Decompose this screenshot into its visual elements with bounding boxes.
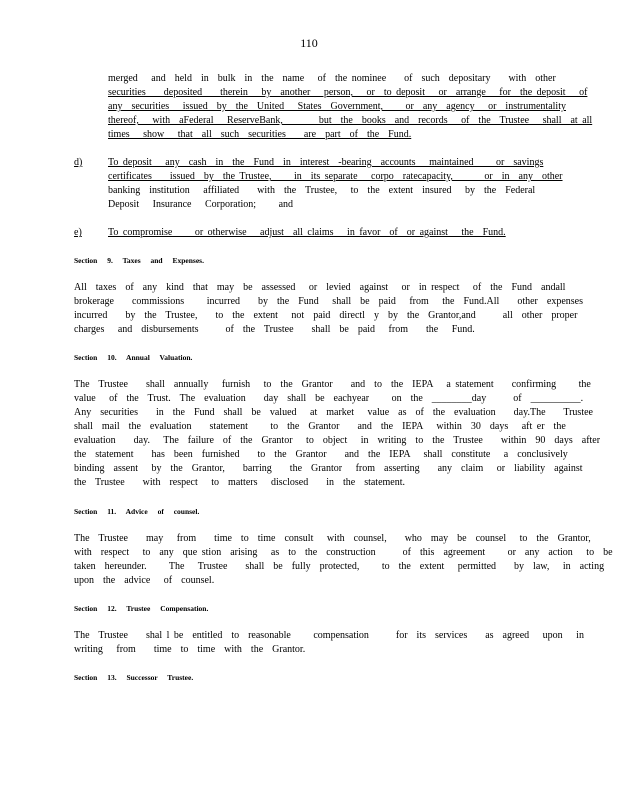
section-11-line: The Trustee may from time to time consult with counsel, who may be counsel to the Grantor,	[74, 533, 591, 544]
section-10-line: binding assent by the Grantor, barring the Grantor from asserting any claim or liability against	[74, 463, 583, 474]
top-block-line: times show that all such securities are part of the Fund.	[108, 129, 412, 140]
item-d-line: Deposit Insurance Corporation; and	[108, 199, 294, 210]
section-10-line: The Trustee shall annually furnish to the Grantor and to the IEPA a statement confirming the	[74, 379, 591, 390]
section-12-heading: Section 12. Trustee Compensation.	[74, 604, 209, 613]
section-12-line: The Trustee shal l be entitled to reasonable compensation for its services as agreed upon in	[74, 630, 584, 641]
section-10-line: evaluation day. The failure of the Grantor to object in writing to the Trustee within 90 days after	[74, 435, 601, 446]
section-9-line: incurred by the Trustee, to the extent not paid directl y by the Grantor,and all other proper	[74, 310, 578, 321]
section-11-line: with respect to any que stion arising as to the construction of this agreement or any action to be	[74, 547, 613, 558]
section-9-line: charges and disbursements of the Trustee shall be paid from the Fund.	[74, 324, 475, 335]
section-9-line: brokerage commissions incurred by the Fund shall be paid from the Fund.All other expenses	[74, 296, 583, 307]
item-e-line: To compromise or otherwise adjust all claims in favor of or against the Fund.	[108, 227, 506, 238]
section-10-line: value of the Trust. The evaluation day shall be eachyear on the ________day of __________.	[74, 393, 584, 404]
section-10-line: shall mail the evaluation statement to the Grantor and the IEPA within 30 days aft er the	[74, 421, 566, 432]
section-12-line: writing from time to time with the Grantor.	[74, 644, 306, 655]
item-d-marker: d)	[74, 157, 83, 168]
top-block-line: thereof, with aFederal ReserveBank, but the books and records of the Trustee shall at all	[108, 115, 593, 126]
item-d-line: To deposit any cash in the Fund in interest -bearing accounts maintained or savings	[108, 157, 544, 168]
section-11-heading: Section 11. Advice of counsel.	[74, 507, 200, 516]
section-10-line: the statement has been furnished to the Grantor and the IEPA shall constitute a conclusively	[74, 449, 568, 460]
item-d-line: certificates issued by the Trustee, in its separate corpo ratecapacity, or in any other	[108, 171, 563, 182]
top-block-line: any securities issued by the United States Government, or any agency or instrumentality	[108, 101, 566, 112]
section-11-line: taken hereunder. The Trustee shall be fully protected, to the extent permitted by law, in acting	[74, 561, 605, 572]
section-11-line: upon the advice of counsel.	[74, 575, 215, 586]
section-10-line: Any securities in the Fund shall be valued at market value as of the evaluation day.The Trustee	[74, 407, 593, 418]
section-10-line: the Trustee with respect to matters disclosed in the statement.	[74, 477, 406, 488]
item-e-marker: e)	[74, 227, 82, 238]
section-13-heading: Section 13. Successor Trustee.	[74, 673, 194, 682]
top-block-line: securities deposited therein by another person, or to deposit or arrange for the deposit of	[108, 87, 588, 98]
section-10-heading: Section 10. Annual Valuation.	[74, 353, 193, 362]
section-9-heading: Section 9. Taxes and Expenses.	[74, 256, 204, 265]
section-9-line: All taxes of any kind that may be assessed or levied against or in respect of the Fund andall	[74, 282, 566, 293]
item-d-line: banking institution affiliated with the Trustee, to the extent insured by the Federal	[108, 185, 536, 196]
top-block-line: merged and held in bulk in the name of the nominee of such depositary with other	[108, 73, 556, 84]
page-number: 110	[300, 36, 318, 50]
